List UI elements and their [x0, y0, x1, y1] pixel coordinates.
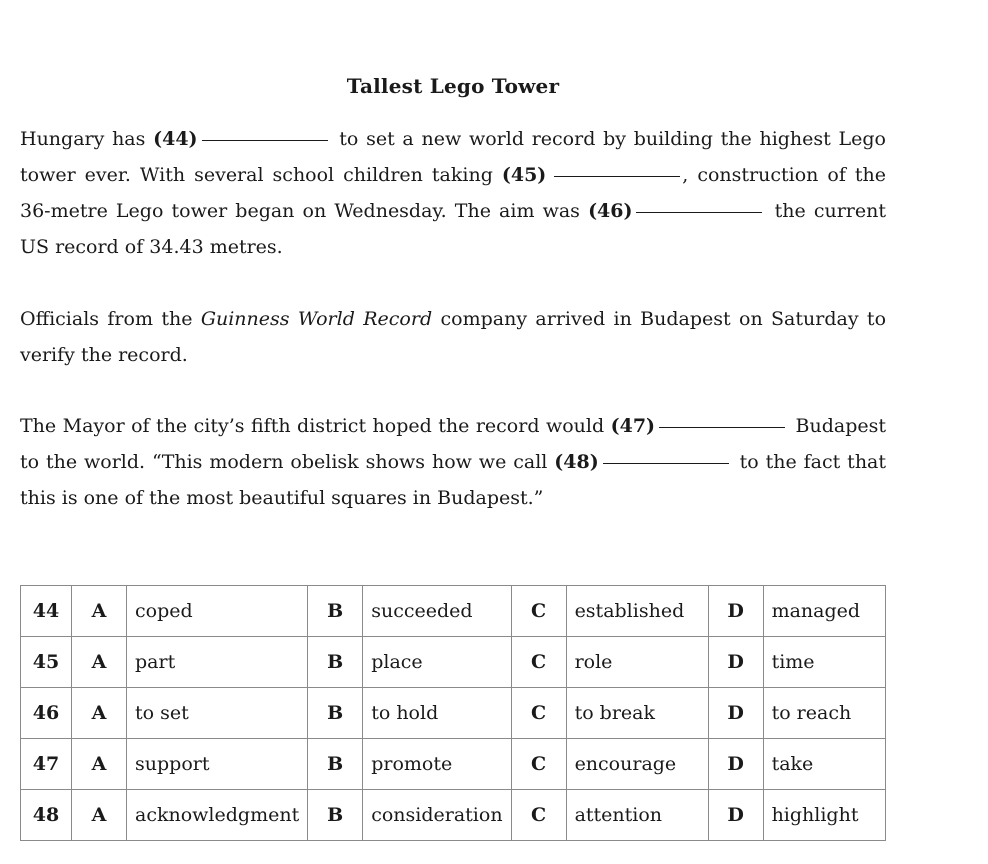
answer-blank-48[interactable]: [603, 462, 729, 464]
option-d[interactable]: take: [763, 739, 885, 790]
option-letter-b: B: [308, 688, 363, 739]
option-letter-c: C: [511, 586, 566, 637]
option-d[interactable]: highlight: [763, 790, 885, 841]
text-segment: Officials from the: [20, 308, 193, 330]
option-c[interactable]: role: [566, 637, 708, 688]
text-segment: The Mayor of the city’s fifth district hoped the record would: [20, 415, 605, 437]
text-segment: Budapest to the world. “This modern obelisk shows how we call: [20, 415, 886, 473]
answer-blank-46[interactable]: [636, 211, 762, 213]
option-b[interactable]: to hold: [363, 688, 511, 739]
paragraph-2: [20, 301, 886, 373]
page-title: Tallest Lego Tower: [346, 74, 560, 98]
option-b[interactable]: succeeded: [363, 586, 511, 637]
option-b[interactable]: place: [363, 637, 511, 688]
option-letter-b: B: [308, 790, 363, 841]
text-segment: to the fact that this is one of the most beautiful squares in Budapest.”: [20, 451, 887, 509]
table-row: [21, 637, 886, 688]
gap-number-46: (46): [588, 200, 633, 222]
answer-blank-44[interactable]: [202, 139, 328, 141]
option-letter-c: C: [511, 790, 566, 841]
gap-number-45: (45): [501, 164, 547, 186]
option-c[interactable]: established: [566, 586, 708, 637]
option-a[interactable]: support: [127, 739, 308, 790]
option-letter-d: D: [708, 790, 763, 841]
answer-blank-47[interactable]: [659, 426, 785, 428]
option-letter-c: C: [511, 688, 566, 739]
gap-number-44: (44): [153, 128, 198, 150]
table-row: [21, 586, 886, 637]
option-letter-b: B: [308, 739, 363, 790]
option-a[interactable]: to set: [127, 688, 308, 739]
option-a[interactable]: part: [127, 637, 308, 688]
paragraph-3: [20, 408, 886, 516]
option-letter-a: A: [72, 586, 127, 637]
option-letter-d: D: [708, 586, 763, 637]
option-d[interactable]: time: [763, 637, 885, 688]
option-letter-c: C: [511, 637, 566, 688]
question-number: 45: [21, 637, 72, 688]
option-letter-d: D: [708, 739, 763, 790]
option-c[interactable]: to break: [566, 688, 708, 739]
option-a[interactable]: acknowledgment: [127, 790, 308, 841]
table-row: [21, 688, 886, 739]
option-letter-a: A: [72, 637, 127, 688]
option-letter-a: A: [72, 739, 127, 790]
option-letter-d: D: [708, 688, 763, 739]
table-row: [21, 790, 886, 841]
gap-number-47: (47): [610, 415, 656, 437]
paragraph-1: [20, 121, 886, 265]
option-b[interactable]: consideration: [363, 790, 511, 841]
question-number: 48: [21, 790, 72, 841]
text-segment: , construction of the 36-metre Lego tower began on Wednesday. The aim was: [20, 164, 886, 222]
text-segment: Hungary has: [20, 128, 146, 150]
gap-number-48: (48): [554, 451, 599, 473]
option-letter-c: C: [511, 739, 566, 790]
option-d[interactable]: to reach: [763, 688, 885, 739]
option-b[interactable]: promote: [363, 739, 511, 790]
text-segment: to set a new world record by building the highest Lego tower ever. With several school children taking: [20, 128, 886, 186]
answer-blank-45[interactable]: [554, 175, 680, 177]
option-letter-b: B: [308, 637, 363, 688]
answer-options-table: [20, 585, 886, 841]
option-c[interactable]: attention: [566, 790, 708, 841]
table-row: [21, 739, 886, 790]
option-a[interactable]: coped: [127, 586, 308, 637]
text-segment: company arrived in Budapest on Saturday to verify the record.: [20, 308, 887, 366]
text-segment: the current US record of 34.43 metres.: [20, 200, 886, 258]
option-letter-a: A: [72, 790, 127, 841]
option-letter-d: D: [708, 637, 763, 688]
question-number: 44: [21, 586, 72, 637]
option-letter-b: B: [308, 586, 363, 637]
option-c[interactable]: encourage: [566, 739, 708, 790]
option-letter-a: A: [72, 688, 127, 739]
italic-company-name: Guinness World Record: [200, 308, 433, 330]
option-d[interactable]: managed: [763, 586, 885, 637]
question-number: 46: [21, 688, 72, 739]
question-number: 47: [21, 739, 72, 790]
